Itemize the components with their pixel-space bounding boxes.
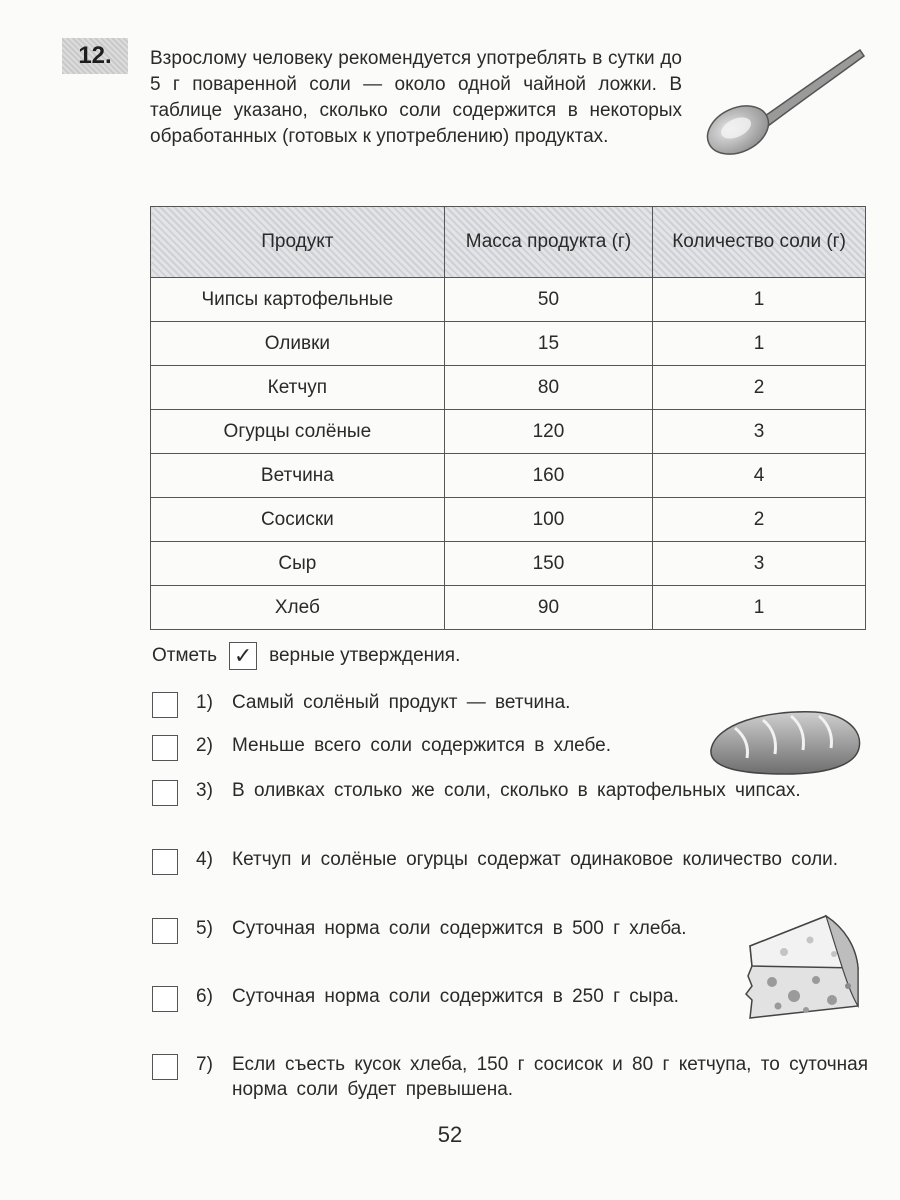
cell-product: Сыр <box>151 542 445 586</box>
salt-table <box>150 206 866 630</box>
statement-number: 1) <box>196 692 213 713</box>
statement-text: Суточная норма соли содержится в 250 г сыра. <box>232 986 679 1007</box>
cell-mass: 100 <box>444 498 652 542</box>
cell-product: Чипсы картофельные <box>151 278 445 322</box>
table-row <box>151 586 866 630</box>
statement-checkbox-6[interactable] <box>152 986 178 1012</box>
checkmark-icon: ✓ <box>229 642 257 670</box>
table-row <box>151 542 866 586</box>
list-item <box>152 1052 868 1102</box>
list-item <box>152 847 868 875</box>
instruction-verb: Отметь <box>152 645 218 666</box>
cell-salt: 4 <box>653 454 866 498</box>
list-item <box>152 984 722 1012</box>
table-row <box>151 322 866 366</box>
statement-number: 6) <box>196 986 213 1007</box>
statement-number: 3) <box>196 780 213 801</box>
statement-text: В оливках столько же соли, сколько в картофельных чипсах. <box>232 780 801 801</box>
statement-text: Меньше всего соли содержится в хлебе. <box>232 735 612 756</box>
list-item <box>152 778 868 806</box>
header-mass: Масса продукта (г) <box>444 207 652 278</box>
statement-number: 4) <box>196 849 213 870</box>
statement-number: 7) <box>196 1054 213 1075</box>
task-number: 12. <box>62 38 128 74</box>
statement-checkbox-3[interactable] <box>152 780 178 806</box>
statement-text: Если съесть кусок хлеба, 150 г сосисок и 80 г кетчупа, то суточная норма соли будет превышена. <box>232 1054 868 1100</box>
header-product: Продукт <box>151 207 445 278</box>
cell-mass: 80 <box>444 366 652 410</box>
cell-product: Хлеб <box>151 586 445 630</box>
spoon-icon <box>700 40 870 160</box>
cell-mass: 150 <box>444 542 652 586</box>
list-item <box>152 916 722 944</box>
cell-salt: 2 <box>653 498 866 542</box>
statement-text: Самый солёный продукт — ветчина. <box>232 692 571 713</box>
instruction <box>152 642 460 670</box>
statement-text: Кетчуп и солёные огурцы содержат одинаковое количество соли. <box>232 849 839 870</box>
cell-salt: 3 <box>653 542 866 586</box>
cell-product: Сосиски <box>151 498 445 542</box>
statement-text: Суточная норма соли содержится в 500 г хлеба. <box>232 918 687 939</box>
statement-checkbox-1[interactable] <box>152 692 178 718</box>
cell-salt: 1 <box>653 278 866 322</box>
cell-product: Кетчуп <box>151 366 445 410</box>
table-row <box>151 366 866 410</box>
cheese-icon <box>744 910 862 1025</box>
cell-mass: 15 <box>444 322 652 366</box>
cell-product: Оливки <box>151 322 445 366</box>
statement-number: 2) <box>196 735 213 756</box>
page-number: 52 <box>437 1122 463 1147</box>
statement-checkbox-4[interactable] <box>152 849 178 875</box>
instruction-text: верные утверждения. <box>269 645 461 666</box>
statement-checkbox-7[interactable] <box>152 1054 178 1080</box>
list-item <box>152 733 712 761</box>
cell-salt: 3 <box>653 410 866 454</box>
cell-salt: 2 <box>653 366 866 410</box>
cell-mass: 160 <box>444 454 652 498</box>
cell-product: Огурцы солёные <box>151 410 445 454</box>
cell-mass: 90 <box>444 586 652 630</box>
cell-product: Ветчина <box>151 454 445 498</box>
bread-icon <box>705 706 865 778</box>
statement-number: 5) <box>196 918 213 939</box>
statement-checkbox-5[interactable] <box>152 918 178 944</box>
cell-mass: 50 <box>444 278 652 322</box>
table-row <box>151 410 866 454</box>
table-row <box>151 278 866 322</box>
table-header-row <box>151 207 866 278</box>
table-row <box>151 498 866 542</box>
task-intro: Взрослому человеку рекомендуется употреблять в сутки до 5 г поваренной соли — около одной чайной ложки. В таблице указано, сколько соли содержится в некоторых обработанных (готовых к употреблению) продуктах. <box>150 48 682 147</box>
statement-checkbox-2[interactable] <box>152 735 178 761</box>
cell-salt: 1 <box>653 586 866 630</box>
cell-salt: 1 <box>653 322 866 366</box>
list-item <box>152 690 652 718</box>
cell-mass: 120 <box>444 410 652 454</box>
header-salt: Количество соли (г) <box>653 207 866 278</box>
table-row <box>151 454 866 498</box>
